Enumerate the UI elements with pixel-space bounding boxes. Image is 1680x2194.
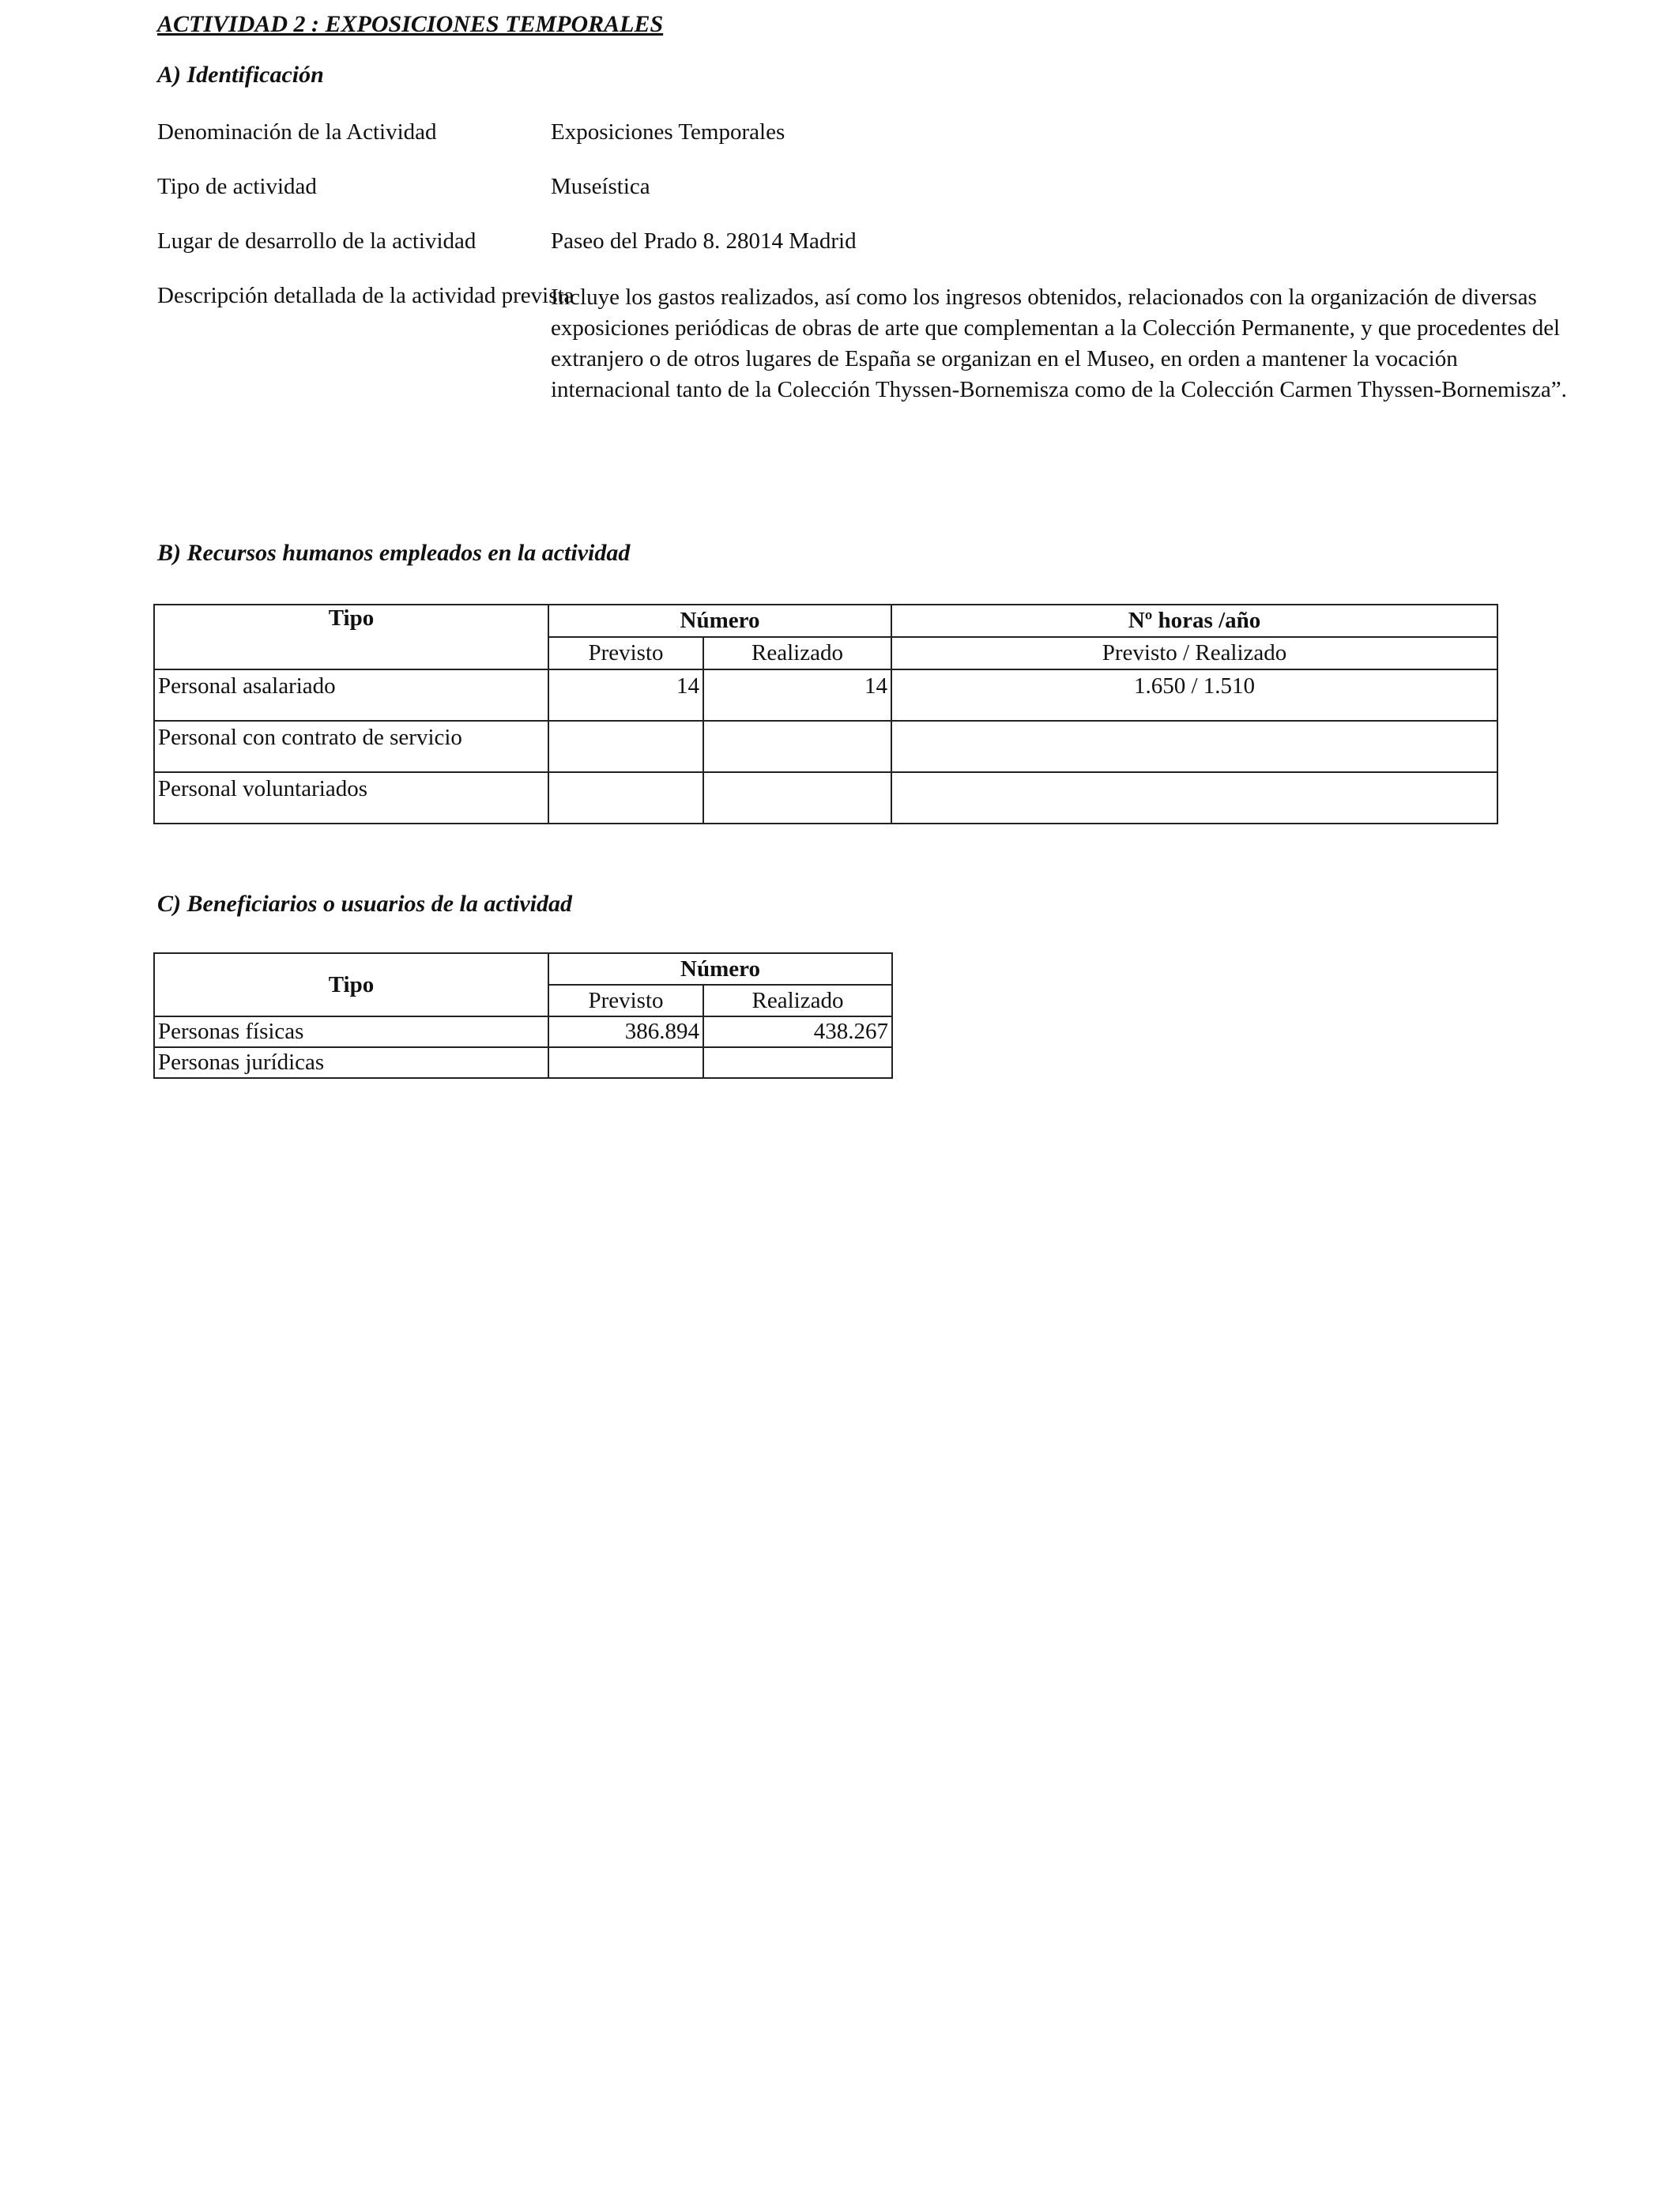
beneficiarios-table <box>153 952 893 1079</box>
recursos-humanos-table <box>153 604 1498 824</box>
header-realizado: Realizado <box>703 985 892 1016</box>
header-tipo: Tipo <box>154 953 548 1016</box>
section-c-heading: C) Beneficiarios o usuarios de la actividad <box>157 891 572 917</box>
descripcion-line: Incluye los gastos realizados, así como los ingresos obtenidos, relacionados con la organización de diversas <box>551 285 1537 310</box>
cell-previsto: 14 <box>548 669 703 721</box>
header-numero: Número <box>548 953 892 985</box>
cell-tipo: Personal con contrato de servicio <box>154 721 548 772</box>
table-header-row <box>154 953 892 985</box>
cell-realizado <box>703 1047 892 1078</box>
table-row <box>154 1047 892 1078</box>
label-denominacion: Denominación de la Actividad <box>157 119 437 145</box>
header-tipo: Tipo <box>154 605 548 669</box>
table-row <box>154 1016 892 1047</box>
cell-previsto <box>548 1047 703 1078</box>
label-lugar: Lugar de desarrollo de la actividad <box>157 228 477 254</box>
cell-realizado <box>703 772 891 824</box>
label-descripcion: Descripción detallada de la actividad prevista <box>157 283 574 308</box>
cell-tipo: Personas físicas <box>154 1016 548 1047</box>
value-denominacion: Exposiciones Temporales <box>551 119 785 145</box>
header-realizado: Realizado <box>703 637 891 669</box>
header-numero: Número <box>548 605 891 637</box>
cell-horas <box>891 721 1497 772</box>
cell-previsto: 386.894 <box>548 1016 703 1047</box>
cell-previsto <box>548 772 703 824</box>
cell-previsto <box>548 721 703 772</box>
header-previsto: Previsto <box>548 985 703 1016</box>
value-lugar: Paseo del Prado 8. 28014 Madrid <box>551 228 857 254</box>
cell-tipo: Personal asalariado <box>154 669 548 721</box>
descripcion-line: extranjero o de otros lugares de España se organizan en el Museo, en orden a mantener la vocación <box>551 346 1458 371</box>
cell-horas: 1.650 / 1.510 <box>891 669 1497 721</box>
section-b-heading: B) Recursos humanos empleados en la actividad <box>157 540 631 566</box>
descripcion-line: exposiciones periódicas de obras de arte que complementan a la Colección Permanente, y que procedentes del <box>551 315 1561 341</box>
value-tipo-actividad: Museística <box>551 174 650 199</box>
table-header-row <box>154 605 1497 637</box>
section-a-heading: A) Identificación <box>157 62 324 88</box>
cell-realizado: 438.267 <box>703 1016 892 1047</box>
page-title: ACTIVIDAD 2 : EXPOSICIONES TEMPORALES <box>157 11 664 37</box>
cell-tipo: Personas jurídicas <box>154 1047 548 1078</box>
header-previsto: Previsto <box>548 637 703 669</box>
table-row <box>154 772 1497 824</box>
cell-realizado: 14 <box>703 669 891 721</box>
cell-horas <box>891 772 1497 824</box>
header-horas: Nº horas /año <box>891 605 1497 637</box>
value-descripcion <box>551 282 1567 405</box>
cell-tipo: Personal voluntariados <box>154 772 548 824</box>
descripcion-line: internacional tanto de la Colección Thyssen-Bornemisza como de la Colección Carmen Thyssen-Bornemisza”. <box>551 377 1567 402</box>
cell-realizado <box>703 721 891 772</box>
label-tipo-actividad: Tipo de actividad <box>157 174 317 199</box>
header-previsto-realizado: Previsto / Realizado <box>891 637 1497 669</box>
table-row <box>154 669 1497 721</box>
table-row <box>154 721 1497 772</box>
